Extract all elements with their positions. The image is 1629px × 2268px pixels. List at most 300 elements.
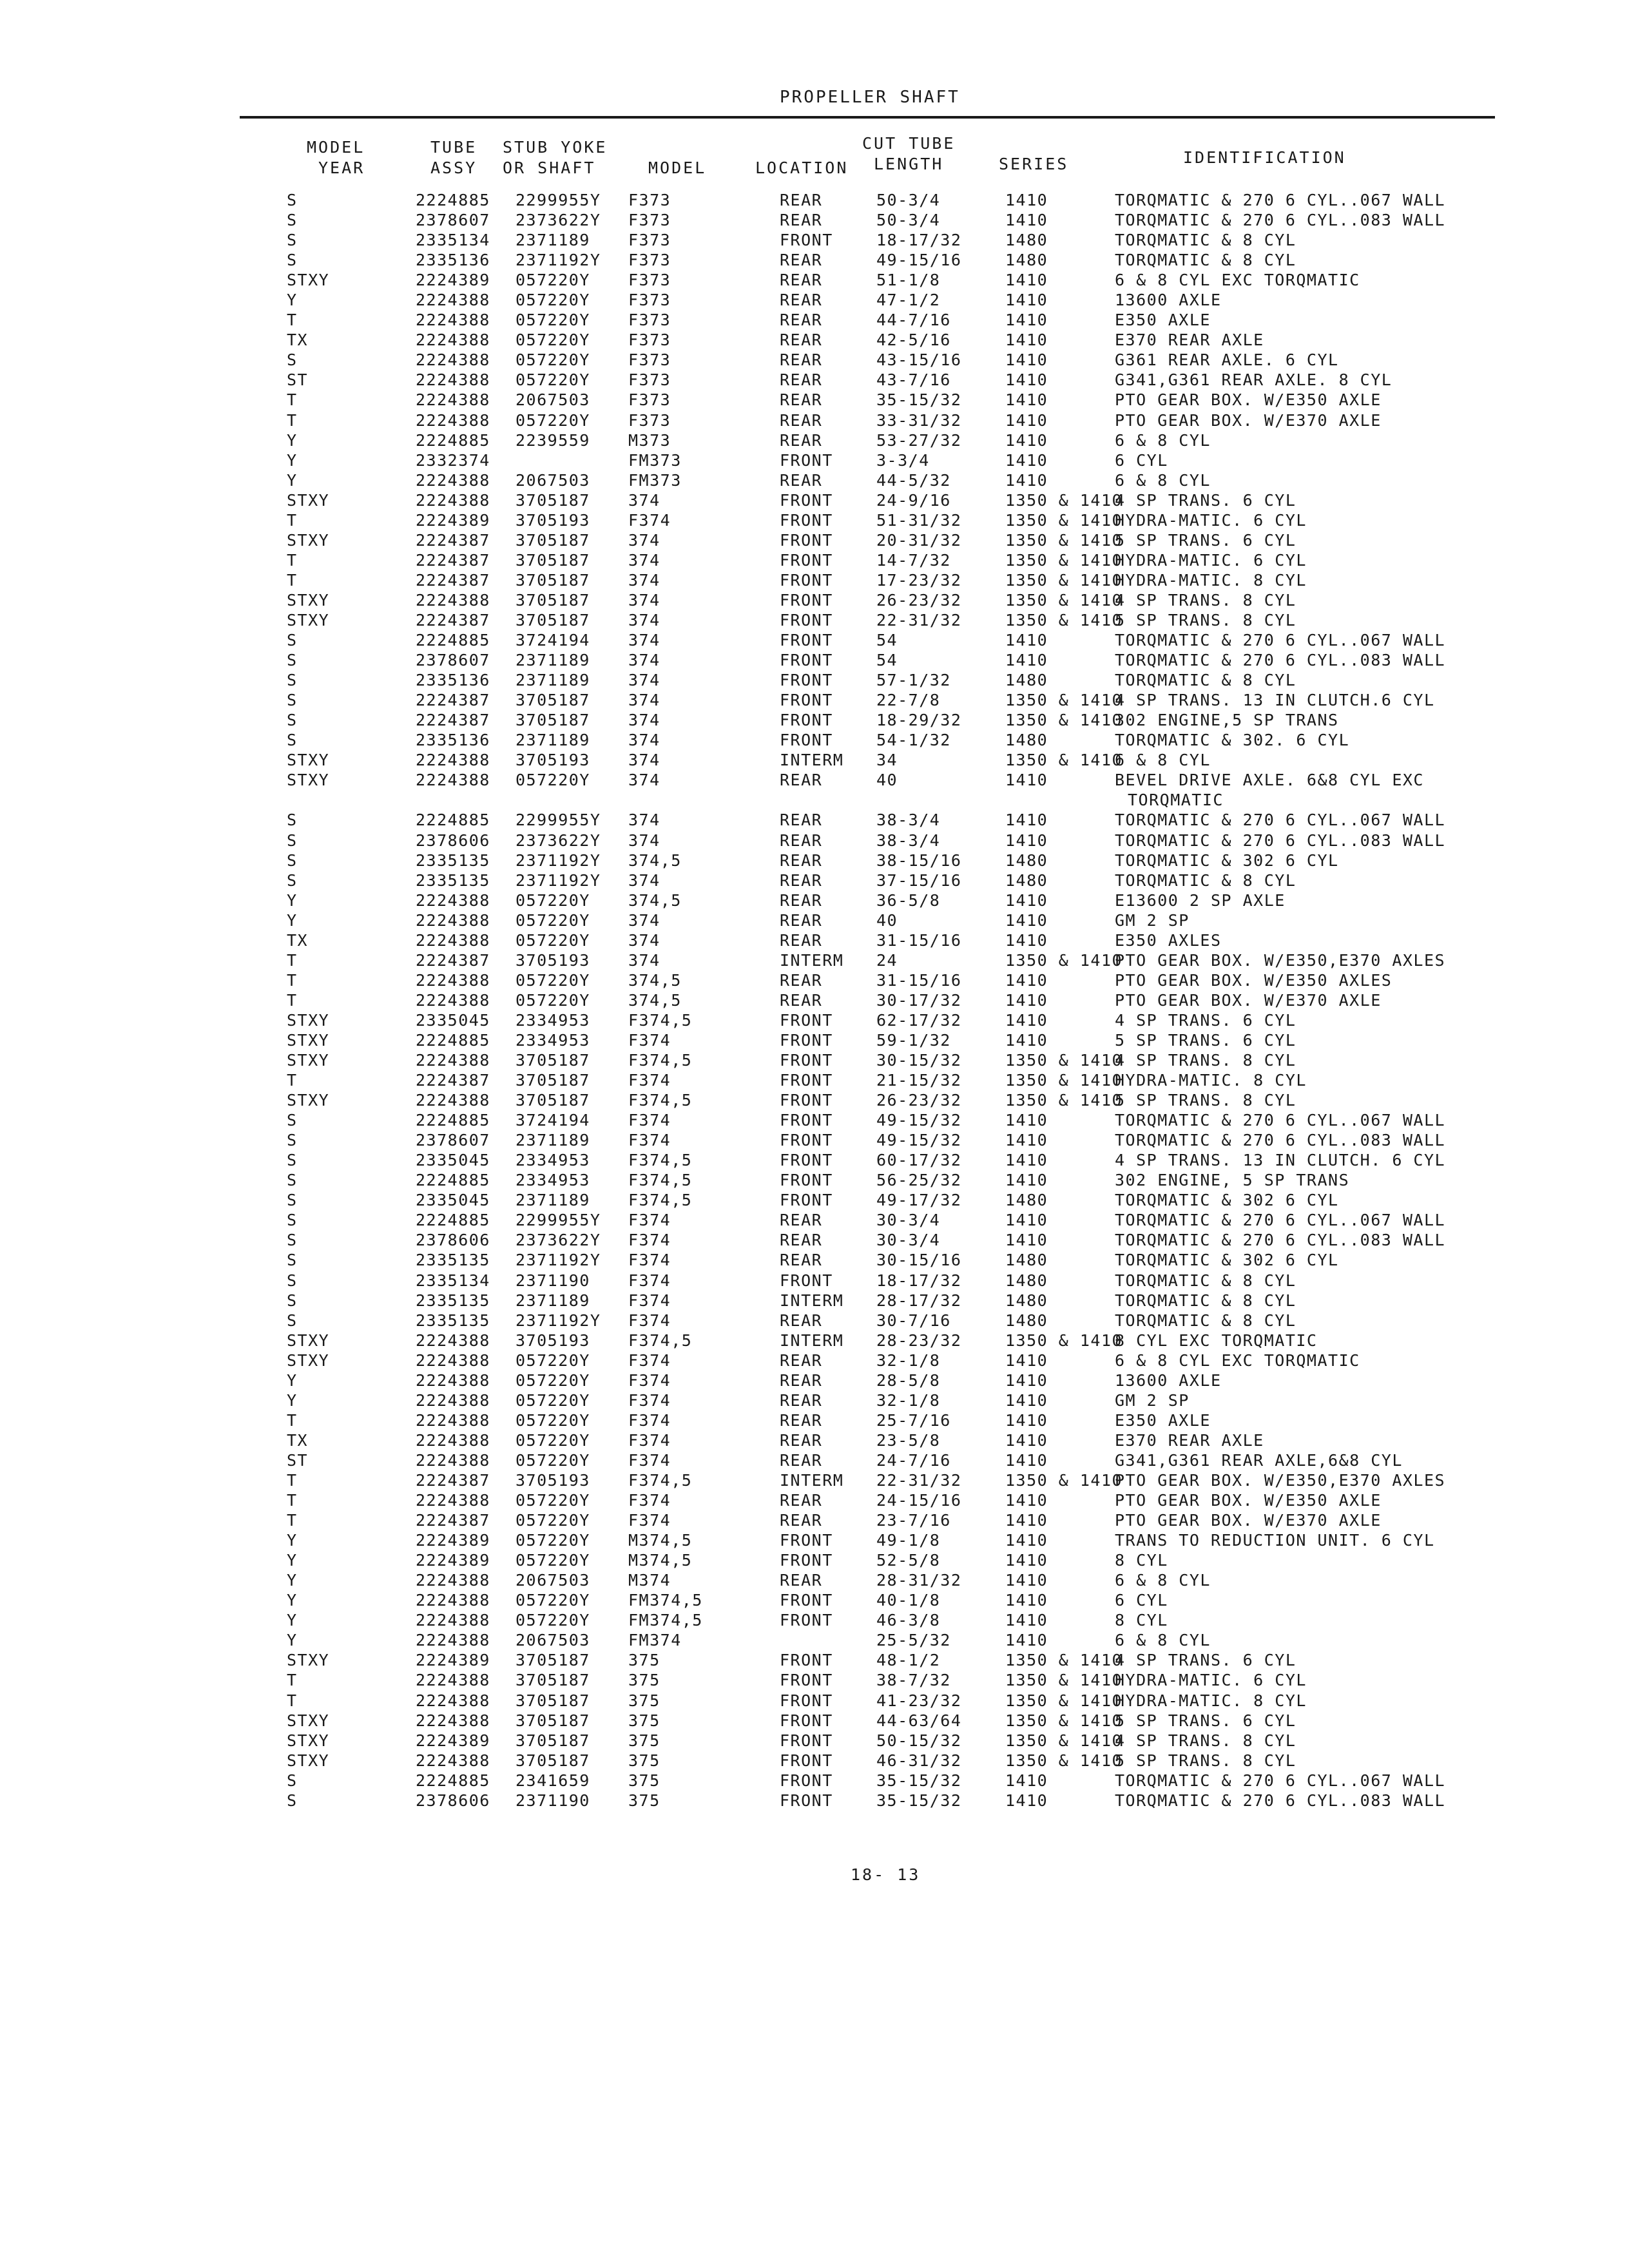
tube-assy-cell: 2224388 (416, 1450, 490, 1470)
tube-assy-cell: 2378607 (416, 211, 490, 230)
location-cell: FRONT (780, 631, 833, 650)
series-cell: 1410 (1005, 390, 1048, 410)
header-tube-line2: ASSY (430, 159, 477, 177)
location-cell: FRONT (780, 231, 833, 250)
model-year-cell: STXY (287, 771, 330, 790)
tube-assy-cell: 2335135 (416, 1251, 490, 1270)
model-cell: 374 (628, 831, 660, 850)
tube-assy-cell: 2378606 (416, 1791, 490, 1810)
cut-length-cell: 24-7/16 (876, 1450, 951, 1470)
identification-cell: TORQMATIC & 270 6 CYL..083 WALL (1115, 831, 1446, 850)
model-cell: 375 (628, 1791, 660, 1810)
cut-length-cell: 26-23/32 (876, 590, 962, 610)
model-year-cell: S (287, 251, 298, 270)
tube-assy-cell: 2378606 (416, 1231, 490, 1250)
cut-length-cell: 36-5/8 (876, 890, 941, 910)
model-year-cell: T (287, 1491, 298, 1510)
identification-cell: 5 SP TRANS. 8 CYL (1115, 1751, 1296, 1770)
stub-yoke-cell: 3705187 (516, 1051, 590, 1070)
series-cell: 1410 (1005, 1211, 1048, 1230)
model-year-cell: S (287, 1311, 298, 1330)
identification-cell: E350 AXLE (1115, 311, 1211, 330)
location-cell: REAR (780, 890, 823, 910)
tube-assy-cell: 2224388 (416, 410, 490, 430)
stub-yoke-cell: 3705187 (516, 1751, 590, 1770)
stub-yoke-cell: 3705187 (516, 550, 590, 570)
identification-cell: 6 CYL (1115, 1591, 1168, 1610)
cut-length-cell: 24-15/16 (876, 1491, 962, 1510)
header-identification: IDENTIFICATION (1183, 148, 1346, 167)
series-cell: 1480 (1005, 1271, 1048, 1290)
cut-length-cell: 22-31/32 (876, 1471, 962, 1490)
tube-assy-cell: 2224388 (416, 771, 490, 790)
model-cell: 375 (628, 1691, 660, 1710)
tube-assy-cell: 2224387 (416, 1071, 490, 1090)
series-cell: 1410 (1005, 470, 1048, 490)
stub-yoke-cell: 2371190 (516, 1271, 590, 1290)
identification-cell: 6 & 8 CYL EXC TORQMATIC (1115, 271, 1360, 290)
tube-assy-cell: 2224388 (416, 331, 490, 350)
tube-assy-cell: 2224387 (416, 1511, 490, 1530)
stub-yoke-cell: 2373622Y (516, 1231, 601, 1250)
identification-cell: 302 ENGINE,5 SP TRANS (1115, 711, 1339, 730)
header-model-year-line2: YEAR (318, 159, 365, 177)
tube-assy-cell: 2224388 (416, 1711, 490, 1730)
tube-assy-cell: 2224387 (416, 570, 490, 590)
location-cell: REAR (780, 470, 823, 490)
stub-yoke-cell: 057220Y (516, 1390, 590, 1410)
tube-assy-cell: 2224387 (416, 610, 490, 629)
model-year-cell: S (287, 671, 298, 690)
model-cell: 374 (628, 631, 660, 650)
location-cell: REAR (780, 811, 823, 830)
model-cell: 374 (628, 691, 660, 710)
identification-cell: 4 SP TRANS. 8 CYL (1115, 590, 1296, 610)
tube-assy-cell: 2335134 (416, 1271, 490, 1290)
stub-yoke-cell: 3705187 (516, 1731, 590, 1750)
stub-yoke-cell: 2299955Y (516, 811, 601, 830)
location-cell: FRONT (780, 530, 833, 550)
model-cell: F374,5 (628, 1091, 693, 1110)
identification-cell: GM 2 SP (1115, 1390, 1190, 1410)
cut-length-cell: 31-15/16 (876, 930, 962, 950)
location-cell: REAR (780, 1211, 823, 1230)
series-cell: 1410 (1005, 1771, 1048, 1790)
model-year-cell: Y (287, 1591, 298, 1610)
location-cell: REAR (780, 191, 823, 209)
stub-yoke-cell: 2371189 (516, 651, 590, 670)
location-cell: FRONT (780, 1271, 833, 1290)
location-cell: INTERM (780, 751, 844, 770)
stub-yoke-cell: 057220Y (516, 910, 590, 930)
cut-length-cell: 50-3/4 (876, 211, 941, 230)
identification-cell: G341,G361 REAR AXLE. 8 CYL (1115, 370, 1393, 390)
identification-cell: E370 REAR AXLE (1115, 331, 1264, 350)
location-cell: REAR (780, 1571, 823, 1590)
tube-assy-cell: 2224388 (416, 1430, 490, 1450)
series-cell: 1410 (1005, 1151, 1048, 1170)
cut-length-cell: 49-15/16 (876, 251, 962, 270)
cut-length-cell: 50-15/32 (876, 1731, 962, 1750)
stub-yoke-cell: 057220Y (516, 1350, 590, 1370)
cut-length-cell: 31-15/16 (876, 970, 962, 990)
identification-cell: 8 CYL EXC TORQMATIC (1115, 1331, 1318, 1350)
stub-yoke-cell: 2371192Y (516, 870, 601, 890)
stub-yoke-cell: 057220Y (516, 1491, 590, 1510)
identification-cell-continued: TORQMATIC (1128, 791, 1224, 810)
tube-assy-cell: 2224388 (416, 1671, 490, 1690)
model-year-cell: S (287, 1191, 298, 1210)
stub-yoke-cell: 057220Y (516, 331, 590, 350)
model-cell: 374 (628, 651, 660, 670)
identification-cell: E350 AXLE (1115, 1410, 1211, 1430)
location-cell: FRONT (780, 691, 833, 710)
header-tube-line1: TUBE (430, 138, 477, 157)
model-cell: FM374,5 (628, 1591, 703, 1610)
cut-length-cell: 40 (876, 910, 898, 930)
model-cell: 374 (628, 530, 660, 550)
model-year-cell: Y (287, 1370, 298, 1390)
model-cell: 374 (628, 771, 660, 790)
location-cell: REAR (780, 831, 823, 850)
cut-length-cell: 35-15/32 (876, 1791, 962, 1810)
header-model-year-line1: MODEL (307, 138, 365, 157)
stub-yoke-cell: 2334953 (516, 1171, 590, 1190)
cut-length-cell: 60-17/32 (876, 1151, 962, 1170)
series-cell: 1350 & 1410 (1005, 1091, 1123, 1110)
location-cell: REAR (780, 1370, 823, 1390)
stub-yoke-cell: 057220Y (516, 1591, 590, 1610)
tube-assy-cell: 2224389 (416, 1531, 490, 1550)
stub-yoke-cell: 3724194 (516, 1111, 590, 1130)
series-cell: 1410 (1005, 1450, 1048, 1470)
stub-yoke-cell: 057220Y (516, 271, 590, 290)
stub-yoke-cell: 3705187 (516, 1691, 590, 1710)
model-year-cell: T (287, 1071, 298, 1090)
identification-cell: 6 & 8 CYL (1115, 1571, 1211, 1590)
model-cell: F374 (628, 1370, 671, 1390)
series-cell: 1410 (1005, 211, 1048, 230)
model-year-cell: Y (287, 1571, 298, 1590)
cut-length-cell: 43-7/16 (876, 370, 951, 390)
series-cell: 1410 (1005, 990, 1048, 1010)
cut-length-cell: 49-15/32 (876, 1131, 962, 1150)
series-cell: 1410 (1005, 831, 1048, 850)
cut-length-cell: 18-29/32 (876, 711, 962, 730)
tube-assy-cell: 2224389 (416, 510, 490, 530)
location-cell: REAR (780, 351, 823, 370)
tube-assy-cell: 2224388 (416, 910, 490, 930)
cut-length-cell: 30-3/4 (876, 1231, 941, 1250)
stub-yoke-cell: 057220Y (516, 370, 590, 390)
series-cell: 1480 (1005, 1311, 1048, 1330)
tube-assy-cell: 2335135 (416, 850, 490, 870)
cut-length-cell: 44-7/16 (876, 311, 951, 330)
stub-yoke-cell: 057220Y (516, 930, 590, 950)
model-year-cell: Y (287, 1551, 298, 1570)
model-cell: 375 (628, 1711, 660, 1730)
series-cell: 1410 (1005, 311, 1048, 330)
identification-cell: PTO GEAR BOX. W/E350,E370 AXLES (1115, 1471, 1446, 1490)
tube-assy-cell: 2224388 (416, 1410, 490, 1430)
location-cell: REAR (780, 370, 823, 390)
location-cell: REAR (780, 930, 823, 950)
location-cell: REAR (780, 1410, 823, 1430)
cut-length-cell: 32-1/8 (876, 1390, 941, 1410)
stub-yoke-cell: 2334953 (516, 1030, 590, 1050)
series-cell: 1350 & 1410 (1005, 1471, 1123, 1490)
stub-yoke-cell: 057220Y (516, 1531, 590, 1550)
tube-assy-cell: 2224388 (416, 291, 490, 310)
model-year-cell: STXY (287, 1711, 330, 1730)
model-cell: 374 (628, 671, 660, 690)
series-cell: 1410 (1005, 1010, 1048, 1030)
identification-cell: TORQMATIC & 270 6 CYL..067 WALL (1115, 191, 1446, 209)
model-year-cell: S (287, 191, 298, 209)
identification-cell: G361 REAR AXLE. 6 CYL (1115, 351, 1339, 370)
model-cell: F374 (628, 1410, 671, 1430)
model-year-cell: Y (287, 1611, 298, 1630)
location-cell: REAR (780, 430, 823, 450)
tube-assy-cell: 2378607 (416, 1131, 490, 1150)
model-year-cell: Y (287, 910, 298, 930)
location-cell: REAR (780, 311, 823, 330)
cut-length-cell: 52-5/8 (876, 1551, 941, 1570)
stub-yoke-cell: 2371192Y (516, 1311, 601, 1330)
location-cell: REAR (780, 291, 823, 310)
model-cell: F374 (628, 1111, 671, 1130)
model-cell: F374 (628, 1131, 671, 1150)
location-cell: FRONT (780, 550, 833, 570)
series-cell: 1410 (1005, 1511, 1048, 1530)
model-year-cell: S (287, 850, 298, 870)
model-cell: 374 (628, 751, 660, 770)
identification-cell: TORQMATIC & 270 6 CYL..083 WALL (1115, 211, 1446, 230)
model-year-cell: T (287, 1691, 298, 1710)
model-cell: 375 (628, 1771, 660, 1790)
cut-length-cell: 41-23/32 (876, 1691, 962, 1710)
model-year-cell: T (287, 1511, 298, 1530)
model-year-cell: T (287, 990, 298, 1010)
series-cell: 1480 (1005, 231, 1048, 250)
model-cell: F374 (628, 1430, 671, 1450)
identification-cell: PTO GEAR BOX. W/E350 AXLES (1115, 970, 1393, 990)
identification-cell: 5 SP TRANS. 8 CYL (1115, 610, 1296, 629)
cut-length-cell: 42-5/16 (876, 331, 951, 350)
identification-cell: TORQMATIC & 8 CYL (1115, 1291, 1296, 1310)
location-cell: FRONT (780, 1591, 833, 1610)
model-cell: 374,5 (628, 890, 682, 910)
tube-assy-cell: 2224387 (416, 950, 490, 970)
identification-cell: TORQMATIC & 270 6 CYL..067 WALL (1115, 1211, 1446, 1230)
location-cell: FRONT (780, 731, 833, 750)
model-cell: F373 (628, 390, 671, 410)
series-cell: 1350 & 1410 (1005, 510, 1123, 530)
series-cell: 1350 & 1410 (1005, 1671, 1123, 1690)
model-year-cell: STXY (287, 1350, 330, 1370)
model-cell: F374 (628, 1450, 671, 1470)
cut-length-cell: 35-15/32 (876, 390, 962, 410)
stub-yoke-cell: 3705193 (516, 1471, 590, 1490)
model-year-cell: Y (287, 890, 298, 910)
tube-assy-cell: 2224387 (416, 530, 490, 550)
model-cell: F373 (628, 251, 671, 270)
stub-yoke-cell: 2299955Y (516, 191, 601, 209)
stub-yoke-cell: 057220Y (516, 1511, 590, 1530)
cut-length-cell: 3-3/4 (876, 450, 930, 470)
model-cell: M374,5 (628, 1531, 693, 1550)
series-cell: 1350 & 1410 (1005, 1051, 1123, 1070)
stub-yoke-cell: 2371189 (516, 1131, 590, 1150)
series-cell: 1410 (1005, 811, 1048, 830)
series-cell: 1410 (1005, 1591, 1048, 1610)
tube-assy-cell: 2224389 (416, 1551, 490, 1570)
stub-yoke-cell: 2371192Y (516, 1251, 601, 1270)
location-cell: REAR (780, 1511, 823, 1530)
tube-assy-cell: 2332374 (416, 450, 490, 470)
tube-assy-cell: 2224387 (416, 711, 490, 730)
tube-assy-cell: 2224388 (416, 1691, 490, 1710)
header-location: LOCATION (755, 159, 849, 177)
identification-cell: E350 AXLES (1115, 930, 1222, 950)
tube-assy-cell: 2224885 (416, 1030, 490, 1050)
identification-cell: HYDRA-MATIC. 6 CYL (1115, 1671, 1307, 1690)
model-cell: F374 (628, 1491, 671, 1510)
stub-yoke-cell: 057220Y (516, 970, 590, 990)
cut-length-cell: 54-1/32 (876, 731, 951, 750)
series-cell: 1350 & 1410 (1005, 711, 1123, 730)
tube-assy-cell: 2224388 (416, 930, 490, 950)
page-title: PROPELLER SHAFT (780, 88, 960, 107)
stub-yoke-cell: 3705187 (516, 1711, 590, 1730)
model-year-cell: Y (287, 430, 298, 450)
model-year-cell: ST (287, 370, 309, 390)
identification-cell: 6 & 8 CYL (1115, 470, 1211, 490)
identification-cell: 13600 AXLE (1115, 291, 1222, 310)
stub-yoke-cell: 3705193 (516, 1331, 590, 1350)
model-cell: F374 (628, 1211, 671, 1230)
cut-length-cell: 26-23/32 (876, 1091, 962, 1110)
stub-yoke-cell: 2371189 (516, 671, 590, 690)
tube-assy-cell: 2224388 (416, 1390, 490, 1410)
header-model: MODEL (648, 159, 707, 177)
location-cell: REAR (780, 331, 823, 350)
cut-length-cell: 38-15/16 (876, 850, 962, 870)
model-year-cell: T (287, 550, 298, 570)
model-year-cell: S (287, 231, 298, 250)
stub-yoke-cell: 2371189 (516, 1191, 590, 1210)
model-cell: F374,5 (628, 1471, 693, 1490)
title-rule (240, 116, 1495, 119)
model-year-cell: TX (287, 1430, 309, 1450)
cut-length-cell: 33-31/32 (876, 410, 962, 430)
location-cell: FRONT (780, 570, 833, 590)
model-year-cell: S (287, 631, 298, 650)
model-cell: 374,5 (628, 990, 682, 1010)
identification-cell: TORQMATIC & 270 6 CYL..067 WALL (1115, 631, 1446, 650)
tube-assy-cell: 2224389 (416, 1731, 490, 1750)
model-cell: M373 (628, 430, 671, 450)
tube-assy-cell: 2224389 (416, 1651, 490, 1670)
location-cell: FRONT (780, 1711, 833, 1730)
identification-cell: TORQMATIC & 270 6 CYL..083 WALL (1115, 1131, 1446, 1150)
model-year-cell: TX (287, 930, 309, 950)
identification-cell: 6 & 8 CYL (1115, 430, 1211, 450)
series-cell: 1410 (1005, 651, 1048, 670)
identification-cell: 4 SP TRANS. 13 IN CLUTCH.6 CYL (1115, 691, 1435, 710)
model-year-cell: S (287, 1291, 298, 1310)
tube-assy-cell: 2224388 (416, 311, 490, 330)
model-cell: F374 (628, 1030, 671, 1050)
model-year-cell: STXY (287, 1331, 330, 1350)
series-cell: 1410 (1005, 1791, 1048, 1810)
model-year-cell: T (287, 950, 298, 970)
cut-length-cell: 49-15/32 (876, 1111, 962, 1130)
series-cell: 1410 (1005, 1571, 1048, 1590)
series-cell: 1410 (1005, 450, 1048, 470)
location-cell: FRONT (780, 1191, 833, 1210)
series-cell: 1410 (1005, 1171, 1048, 1190)
series-cell: 1410 (1005, 1611, 1048, 1630)
stub-yoke-cell: 057220Y (516, 311, 590, 330)
tube-assy-cell: 2335136 (416, 671, 490, 690)
cut-length-cell: 24-9/16 (876, 490, 951, 510)
series-cell: 1410 (1005, 1030, 1048, 1050)
model-cell: F373 (628, 351, 671, 370)
series-cell: 1410 (1005, 1370, 1048, 1390)
identification-cell: TORQMATIC & 270 6 CYL..083 WALL (1115, 651, 1446, 670)
model-year-cell: T (287, 1410, 298, 1430)
location-cell: REAR (780, 1231, 823, 1250)
stub-yoke-cell: 057220Y (516, 1430, 590, 1450)
identification-cell: E370 REAR AXLE (1115, 1430, 1264, 1450)
model-year-cell: S (287, 1231, 298, 1250)
model-cell: 374 (628, 570, 660, 590)
stub-yoke-cell: 2334953 (516, 1151, 590, 1170)
header-cut-tube-line1: CUT TUBE (862, 134, 956, 153)
series-cell: 1350 & 1410 (1005, 1331, 1123, 1350)
tube-assy-cell: 2335136 (416, 251, 490, 270)
stub-yoke-cell: 2067503 (516, 1571, 590, 1590)
model-cell: FM373 (628, 470, 682, 490)
location-cell: REAR (780, 1430, 823, 1450)
tube-assy-cell: 2224388 (416, 490, 490, 510)
model-cell: 374 (628, 930, 660, 950)
model-year-cell: S (287, 711, 298, 730)
identification-cell: HYDRA-MATIC. 6 CYL (1115, 510, 1307, 530)
series-cell: 1410 (1005, 1410, 1048, 1430)
model-year-cell: S (287, 1251, 298, 1270)
model-cell: 375 (628, 1751, 660, 1770)
model-year-cell: ST (287, 1450, 309, 1470)
model-year-cell: STXY (287, 590, 330, 610)
tube-assy-cell: 2378607 (416, 651, 490, 670)
model-cell: F374 (628, 1251, 671, 1270)
cut-length-cell: 30-3/4 (876, 1211, 941, 1230)
model-cell: 374,5 (628, 970, 682, 990)
model-year-cell: S (287, 731, 298, 750)
identification-cell: PTO GEAR BOX. W/E350 AXLE (1115, 390, 1382, 410)
model-year-cell: STXY (287, 271, 330, 290)
model-year-cell: T (287, 311, 298, 330)
model-year-cell: S (287, 831, 298, 850)
tube-assy-cell: 2224388 (416, 590, 490, 610)
series-cell: 1480 (1005, 1251, 1048, 1270)
identification-cell: 8 CYL (1115, 1551, 1168, 1570)
series-cell: 1410 (1005, 890, 1048, 910)
cut-length-cell: 40 (876, 771, 898, 790)
model-cell: 374 (628, 811, 660, 830)
